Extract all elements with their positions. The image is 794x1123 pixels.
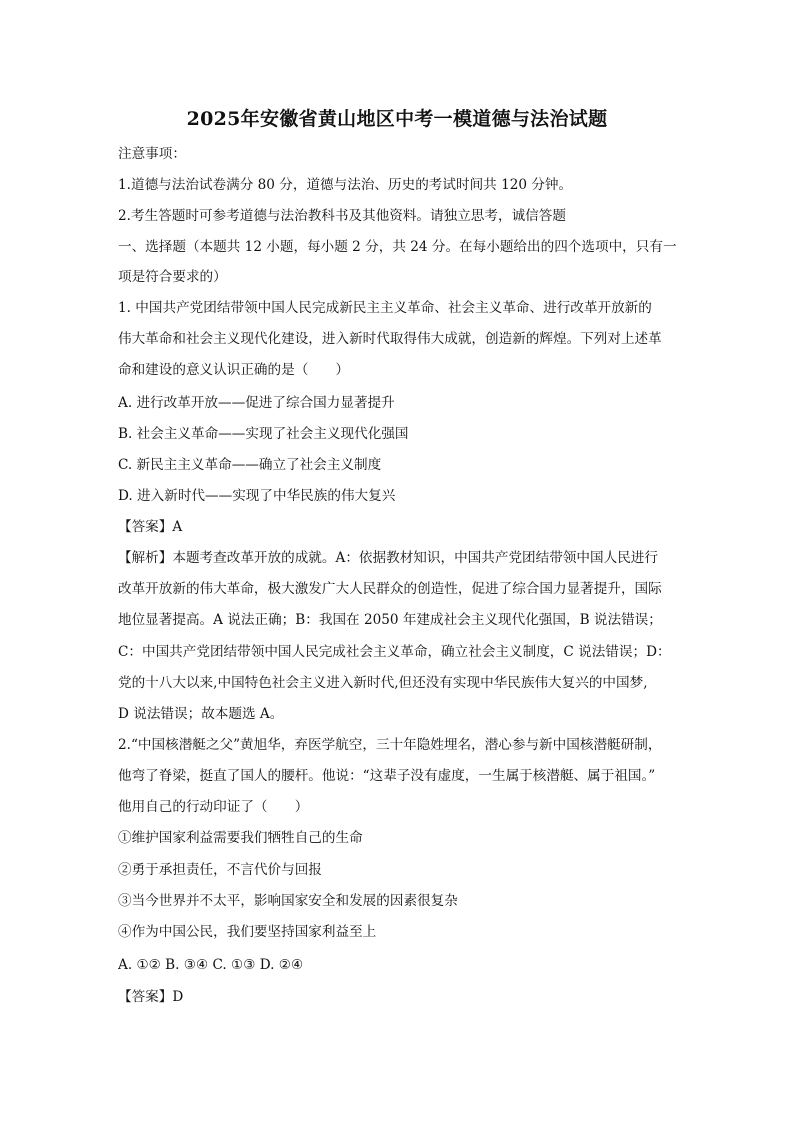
q1-analysis-line-5: 党的十八大以来,中国特色社会主义进入新时代,但还没有实现中华民族伟大复兴的中国梦, (118, 675, 648, 691)
q1-option-b: B. 社会主义革命——实现了社会主义现代化强国 (118, 426, 409, 442)
q1-stem-line-2: 伟大革命和社会主义现代化建设，进入新时代取得伟大成就，创造新的辉煌。下列对上述革 (118, 331, 662, 347)
q2-answer: 【答案】D (118, 989, 184, 1005)
q2-options: A. ①② B. ③④ C. ①③ D. ②④ (118, 957, 304, 973)
q1-analysis-line-2: 改革开放新的伟大革命，极大激发广大人民群众的创造性，促进了综合国力显著提升，国际 (118, 581, 662, 597)
q1-stem-line-3: 命和建设的意义认识正确的是（ ） (118, 362, 350, 378)
q2-statement-1: ①维护国家利益需要我们牺牲自己的生命 (118, 830, 363, 846)
section-heading-line-2: 项是符合要求的） (118, 269, 227, 285)
note-line-2: 2.考生答题时可参考道德与法治教科书及其他资料。请独立思考，诚信答题 (118, 208, 566, 224)
q1-stem-line-1: 1. 中国共产党团结带领中国人民完成新民主主义革命、社会主义革命、进行改革开放新的 (118, 300, 652, 316)
q2-statement-3: ③当今世界并不太平，影响国家安全和发展的因素很复杂 (118, 893, 458, 909)
page-title: 2025年安徽省黄山地区中考一模道德与法治试题 (186, 108, 608, 130)
q2-stem-line-2: 他弯了脊梁，挺直了国人的腰杆。他说：“这辈子没有虚度，一生属于核潜艇、属于祖国。” (118, 768, 656, 784)
q1-analysis-line-3: 地位显著提高。A 说法正确；B：我国在 2050 年建成社会主义现代化强国，B 说法错误； (118, 612, 662, 628)
q2-stem-line-3: 他用自己的行动印证了（ ） (118, 799, 309, 815)
section-heading-line-1: 一、选择题（本题共 12 小题，每小题 2 分，共 24 分。在每小题给出的四个选项中，只有一 (118, 239, 677, 255)
q1-answer: 【答案】A (118, 519, 183, 535)
q1-analysis-line-4: C：中国共产党团结带领中国人民完成社会主义革命，确立社会主义制度，C 说法错误；D： (118, 644, 671, 660)
q1-analysis-line-6: D 说法错误；故本题选 A。 (118, 706, 284, 722)
q1-option-a: A. 进行改革开放——促进了综合国力显著提升 (118, 395, 395, 411)
q2-statement-2: ②勇于承担责任，不言代价与回报 (118, 862, 322, 878)
q1-option-c: C. 新民主主义革命——确立了社会主义制度 (118, 457, 382, 473)
note-line-1: 1.道德与法治试卷满分 80 分，道德与法治、历史的考试时间共 120 分钟。 (118, 177, 573, 193)
notes-heading: 注意事项： (118, 146, 186, 162)
q1-analysis-line-1: 【解析】本题考查改革开放的成就。A：依据教材知识，中国共产党团结带领中国人民进行 (118, 550, 658, 566)
q1-option-d: D. 进入新时代——实现了中华民族的伟大复兴 (118, 488, 396, 504)
q2-stem-line-1: 2.“中国核潜艇之父”黄旭华，弃医学航空，三十年隐姓埋名，潜心参与新中国核潜艇研制， (118, 737, 662, 753)
q2-statement-4: ④作为中国公民，我们要坚持国家利益至上 (118, 924, 377, 940)
